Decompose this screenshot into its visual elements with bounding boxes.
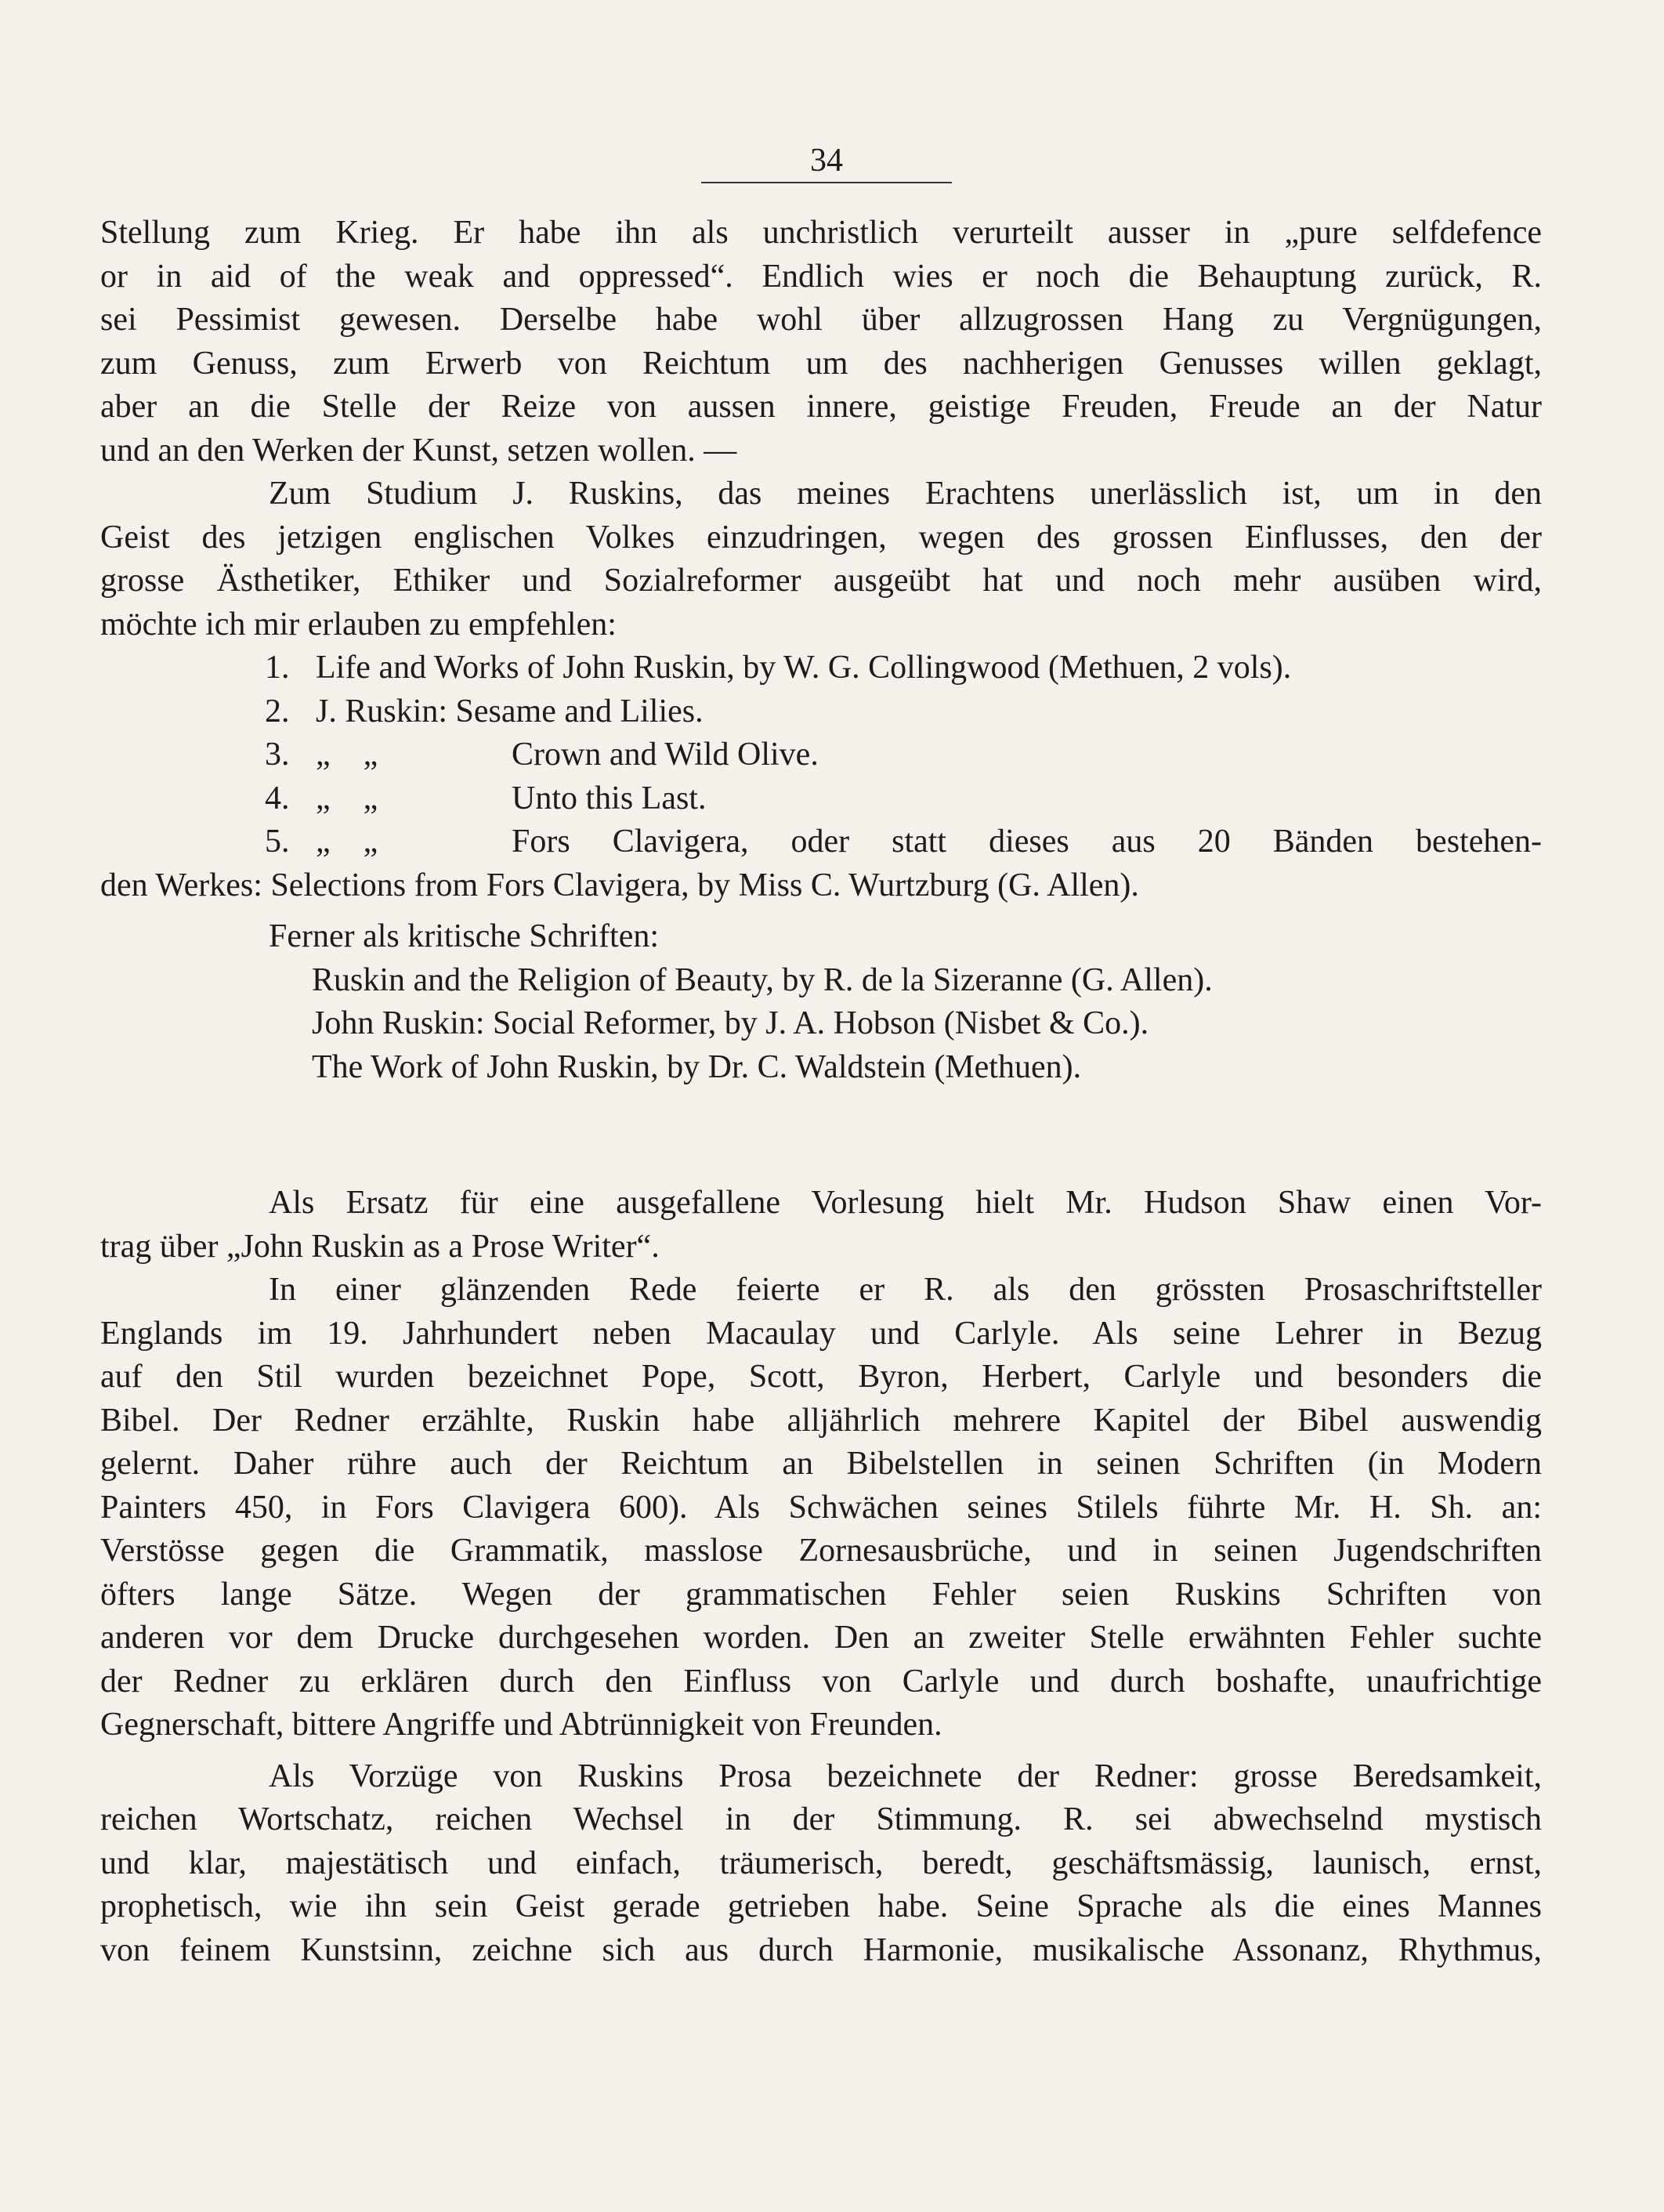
paragraph-study-recommendation xyxy=(100,472,1542,646)
text-line: Als Vorzüge von Ruskins Prosa bezeichnete der Redner: grosse Beredsamkeit, xyxy=(269,1758,1542,1794)
text-line: trag über „John Ruskin as a Prose Writer“. xyxy=(100,1228,660,1265)
list-text: Unto this Last. xyxy=(512,780,707,816)
page-number: 34 xyxy=(701,141,952,183)
text-line: von feinem Kunstsinn, zeichne sich aus durch Harmonie, musikalische Assonanz, Rhythmus, xyxy=(100,1931,1542,1968)
text-line: auf den Stil wurden bezeichnet Pope, Scott, Byron, Herbert, Carlyle und besonders die xyxy=(100,1359,1542,1395)
text-line: In einer glänzenden Rede feierte er R. als den grössten Prosaschriftsteller xyxy=(269,1272,1542,1308)
ditto-marks: „ „ xyxy=(316,824,378,860)
text-line: gelernt. Daher rühre auch der Reichtum an Bibelstellen in seinen Schriften (in Modern xyxy=(100,1446,1542,1482)
text-line: Stellung zum Krieg. Er habe ihn als unchristlich verurteilt ausser in „pure selfdefence xyxy=(100,215,1542,251)
text-line: möchte ich mir erlauben zu empfehlen: xyxy=(100,606,617,643)
text-line: or in aid of the weak and oppressed“. Endlich wies er noch die Behauptung zurück, R. xyxy=(100,258,1542,295)
paragraph-prose-virtues xyxy=(100,1755,1542,1973)
text-line: zum Genuss, zum Erwerb von Reichtum um des nachherigen Genusses willen geklagt, xyxy=(100,345,1542,382)
body-text xyxy=(100,212,1542,1972)
text-line: sei Pessimist gewesen. Derselbe habe wohl über allzugrossen Hang zu Vergnügungen, xyxy=(100,302,1542,338)
list-text: J. Ruskin: Sesame and Lilies. xyxy=(316,693,704,729)
list-item xyxy=(100,777,1542,821)
text-line: Gegnerschaft, bittere Angriffe und Abtrünnigkeit von Freunden. xyxy=(100,1707,942,1743)
critical-writings-heading: Ferner als kritische Schriften: xyxy=(269,918,660,954)
reading-list xyxy=(100,646,1542,907)
list-item xyxy=(100,820,1542,907)
list-item: Ruskin and the Religion of Beauty, by R. de la Sizeranne (G. Allen). xyxy=(312,961,1213,998)
text-line: Als Ersatz für eine ausgefallene Vorlesung hielt Mr. Hudson Shaw einen Vor- xyxy=(269,1185,1542,1221)
list-item xyxy=(100,733,1542,777)
text-line: öfters lange Sätze. Wegen der grammatischen Fehler seien Ruskins Schriften von xyxy=(100,1576,1542,1613)
list-item: The Work of John Ruskin, by Dr. C. Waldstein (Methuen). xyxy=(312,1048,1082,1085)
text-line: und an den Werken der Kunst, setzen wollen. — xyxy=(100,432,737,469)
text-line: prophetisch, wie ihn sein Geist gerade getrieben habe. Seine Sprache als die eines Mannes xyxy=(100,1888,1542,1924)
paragraph-speech xyxy=(100,1269,1542,1747)
critical-writings-list xyxy=(100,959,1542,1090)
text-line: Englands im 19. Jahrhundert neben Macaulay und Carlyle. Als seine Lehrer in Bezug xyxy=(100,1315,1542,1352)
ditto-marks: „ „ xyxy=(316,780,378,816)
list-text-continuation: den Werkes: Selections from Fors Clavigera, by Miss C. Wurtzburg (G. Allen). xyxy=(100,867,1139,903)
list-text: Crown and Wild Olive. xyxy=(512,737,819,773)
text-line: Bibel. Der Redner erzählte, Ruskin habe alljährlich mehrere Kapitel der Bibel auswendig xyxy=(100,1402,1542,1439)
text-line: und klar, majestätisch und einfach, träumerisch, beredt, geschäftsmässig, launisch, ernst, xyxy=(100,1845,1542,1881)
text-line: reichen Wortschatz, reichen Wechsel in der Stimmung. R. sei abwechselnd mystisch xyxy=(100,1801,1542,1837)
list-text: Life and Works of John Ruskin, by W. G. Collingwood (Methuen, 2 vols). xyxy=(316,650,1292,686)
text-line: Zum Studium J. Ruskins, das meines Erachtens unerlässlich ist, um in den xyxy=(269,476,1542,512)
paragraph-war-stance xyxy=(100,212,1542,472)
text-line: aber an die Stelle der Reize von aussen innere, geistige Freuden, Freude an der Natur xyxy=(100,389,1542,425)
text-line: Geist des jetzigen englischen Volkes einzudringen, wegen des grossen Einflusses, den der xyxy=(100,519,1542,556)
list-item xyxy=(100,690,1542,734)
text-line: Verstösse gegen die Grammatik, masslose Zornesausbrüche, und in seinen Jugendschriften xyxy=(100,1533,1542,1569)
list-number: 5. xyxy=(265,824,290,860)
text-line: der Redner zu erklären durch den Einfluss von Carlyle und durch boshafte, unaufrichtige xyxy=(100,1663,1542,1700)
list-number: 4. xyxy=(265,780,290,816)
list-number: 2. xyxy=(265,693,290,729)
list-item: John Ruskin: Social Reformer, by J. A. Hobson (Nisbet & Co.). xyxy=(312,1005,1149,1041)
list-text: Fors Clavigera, oder statt dieses aus 20 Bänden bestehen- xyxy=(512,824,1542,860)
list-number: 1. xyxy=(265,650,290,686)
list-number: 3. xyxy=(265,737,290,773)
text-line: grosse Ästhetiker, Ethiker und Sozialreformer ausgeübt hat und noch mehr ausüben wird, xyxy=(100,563,1542,599)
list-item xyxy=(100,646,1542,690)
text-line: Painters 450, in Fors Clavigera 600). Als Schwächen seines Stilels führte Mr. H. Sh. an: xyxy=(100,1489,1542,1526)
paragraph-lecture xyxy=(100,1182,1542,1269)
ditto-marks: „ „ xyxy=(316,737,378,773)
text-line: anderen vor dem Drucke durchgesehen worden. Den an zweiter Stelle erwähnten Fehler suchte xyxy=(100,1620,1542,1656)
